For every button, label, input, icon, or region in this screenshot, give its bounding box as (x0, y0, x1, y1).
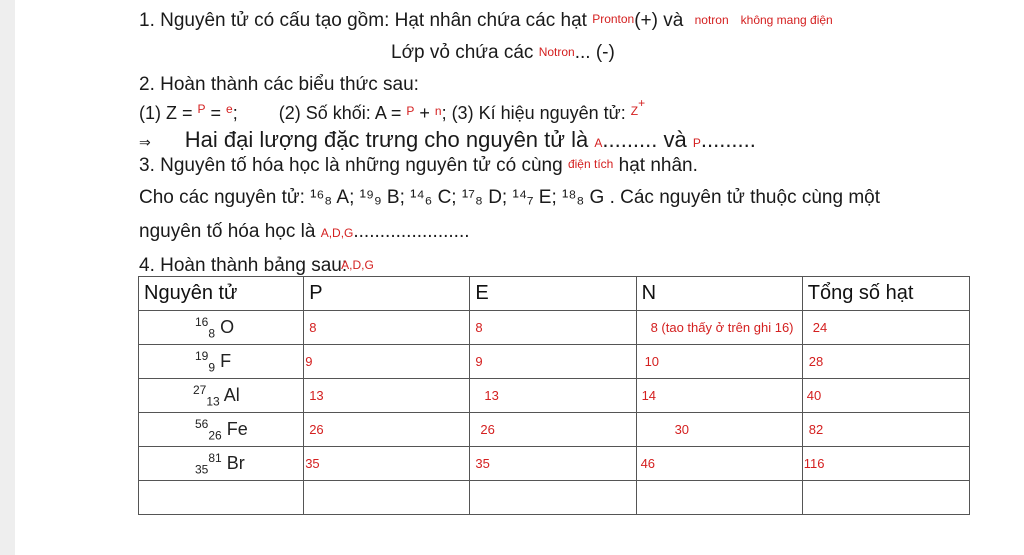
cell-total: 82 (802, 413, 969, 447)
answer-charge: điện tích (567, 157, 614, 171)
header-atom: Nguyên tử (139, 277, 304, 311)
cell-total: 40 (802, 379, 969, 413)
answer-quantity-p: P (692, 136, 701, 150)
answer-shell: Notron (538, 45, 575, 59)
q3-line2: Cho các nguyên tử: ¹⁶₈ A; ¹⁹₉ B; ¹⁴₆ C; ¹⁷₈ D; ¹⁴₇ E; ¹⁸₈ G . Các nguyên tử thuộc cùng một (139, 187, 880, 208)
q2-eq: = (205, 103, 227, 123)
cell-total: 24 (802, 311, 969, 345)
atom-cell: $^{27}_{13}$ Al (139, 379, 304, 413)
answer-a-p: P (406, 104, 415, 118)
q1-line2-tail: ... (-) (574, 42, 615, 63)
q1-text-b: (+) và (634, 10, 689, 31)
q4-title-line (139, 255, 380, 277)
q1-line2-text: Lớp vỏ chứa các (391, 42, 539, 63)
header-e: E (470, 277, 636, 311)
header-n: N (636, 277, 802, 311)
empty-cell (802, 481, 969, 515)
cell-n: 14 (636, 379, 802, 413)
q3-line3-text: nguyên tố hóa học là (139, 221, 321, 242)
atom-cell: $^{56}_{26}$ Fe (139, 413, 304, 447)
cell-e: 26 (470, 413, 636, 447)
table-row (139, 345, 970, 379)
cell-p: 35 (304, 447, 470, 481)
q2-expr3: ; (3) Kí hiệu nguyên tử: (441, 103, 631, 123)
answer-symbol-z: Z (630, 104, 639, 118)
q2-expr1: (1) Z = (139, 103, 198, 123)
cell-n: 46 (636, 447, 802, 481)
q2-summary: ⇒ Hai đại lượng đặc trưng cho nguyên tử là A......... và P......... (139, 127, 756, 152)
answer-z-p: P (197, 102, 206, 116)
q4-title: 4. Hoàn thành bảng sau: (139, 255, 348, 276)
cell-e: 8 (470, 311, 636, 345)
particle-table (138, 276, 970, 515)
answer-note: A,D,G (341, 258, 374, 272)
table-header-row (139, 277, 970, 311)
answer-notron: notron (694, 13, 729, 27)
cell-p: 13 (304, 379, 470, 413)
header-total: Tổng số hạt (802, 277, 969, 311)
cell-n: 8 (tao thấy ở trên ghi 16) (636, 311, 802, 345)
table-row (139, 311, 970, 345)
left-gutter (0, 0, 15, 555)
q2-title: 2. Hoàn thành các biểu thức sau: (139, 74, 419, 95)
cell-p: 9 (304, 345, 470, 379)
empty-cell (304, 481, 470, 515)
header-p: P (304, 277, 470, 311)
cell-e: 35 (470, 447, 636, 481)
answer-proton: Pronton (592, 12, 635, 26)
answer-no-charge: không mang điện (740, 13, 833, 27)
table-row (139, 447, 970, 481)
empty-cell (470, 481, 636, 515)
cell-n: 10 (636, 345, 802, 379)
cell-total: 28 (802, 345, 969, 379)
table-empty-row (139, 481, 970, 515)
answer-symbol-plus: + (638, 96, 646, 110)
answer-z-e: e (226, 102, 233, 116)
q2-semi: ; (232, 103, 238, 123)
atom-cell: $^{19}_9$ F (139, 345, 304, 379)
arrow-icon: ⇒ (139, 134, 151, 150)
empty-cell (636, 481, 802, 515)
empty-cell (139, 481, 304, 515)
cell-total: 116 (802, 447, 969, 481)
cell-n: 30 (636, 413, 802, 447)
q3-text-b: hạt nhân. (613, 155, 698, 176)
q3-line3: nguyên tố hóa học là A,D,G...................... (139, 221, 470, 242)
q3-line1 (139, 155, 698, 177)
cell-p: 26 (304, 413, 470, 447)
answer-quantity-a: A (594, 136, 603, 150)
q2-expr2: (2) Số khối: A = (278, 103, 407, 123)
cell-p: 8 (304, 311, 470, 345)
cell-e: 9 (470, 345, 636, 379)
q1-line2 (391, 42, 615, 64)
q1-line1 (139, 10, 833, 32)
q2-and: và (657, 127, 693, 152)
cell-e: 13 (470, 379, 636, 413)
q2-expressions (139, 96, 646, 124)
answer-same-element: A,D,G (320, 226, 354, 240)
table-row (139, 379, 970, 413)
atom-cell: $^{16}_8$ O (139, 311, 304, 345)
q3-text-a: 3. Nguyên tố hóa học là những nguyên tử có cùng (139, 155, 568, 176)
q2-summary-text: Hai đại lượng đặc trưng cho nguyên tử là (184, 127, 595, 152)
answer-a-n: n (434, 104, 442, 118)
q1-text-a: 1. Nguyên tử có cấu tạo gồm: Hạt nhân chứa các hạt (139, 10, 593, 31)
table-row (139, 413, 970, 447)
q2-plus: + (414, 103, 435, 123)
atom-cell: $_{35}^{81}$ Br (139, 447, 304, 481)
